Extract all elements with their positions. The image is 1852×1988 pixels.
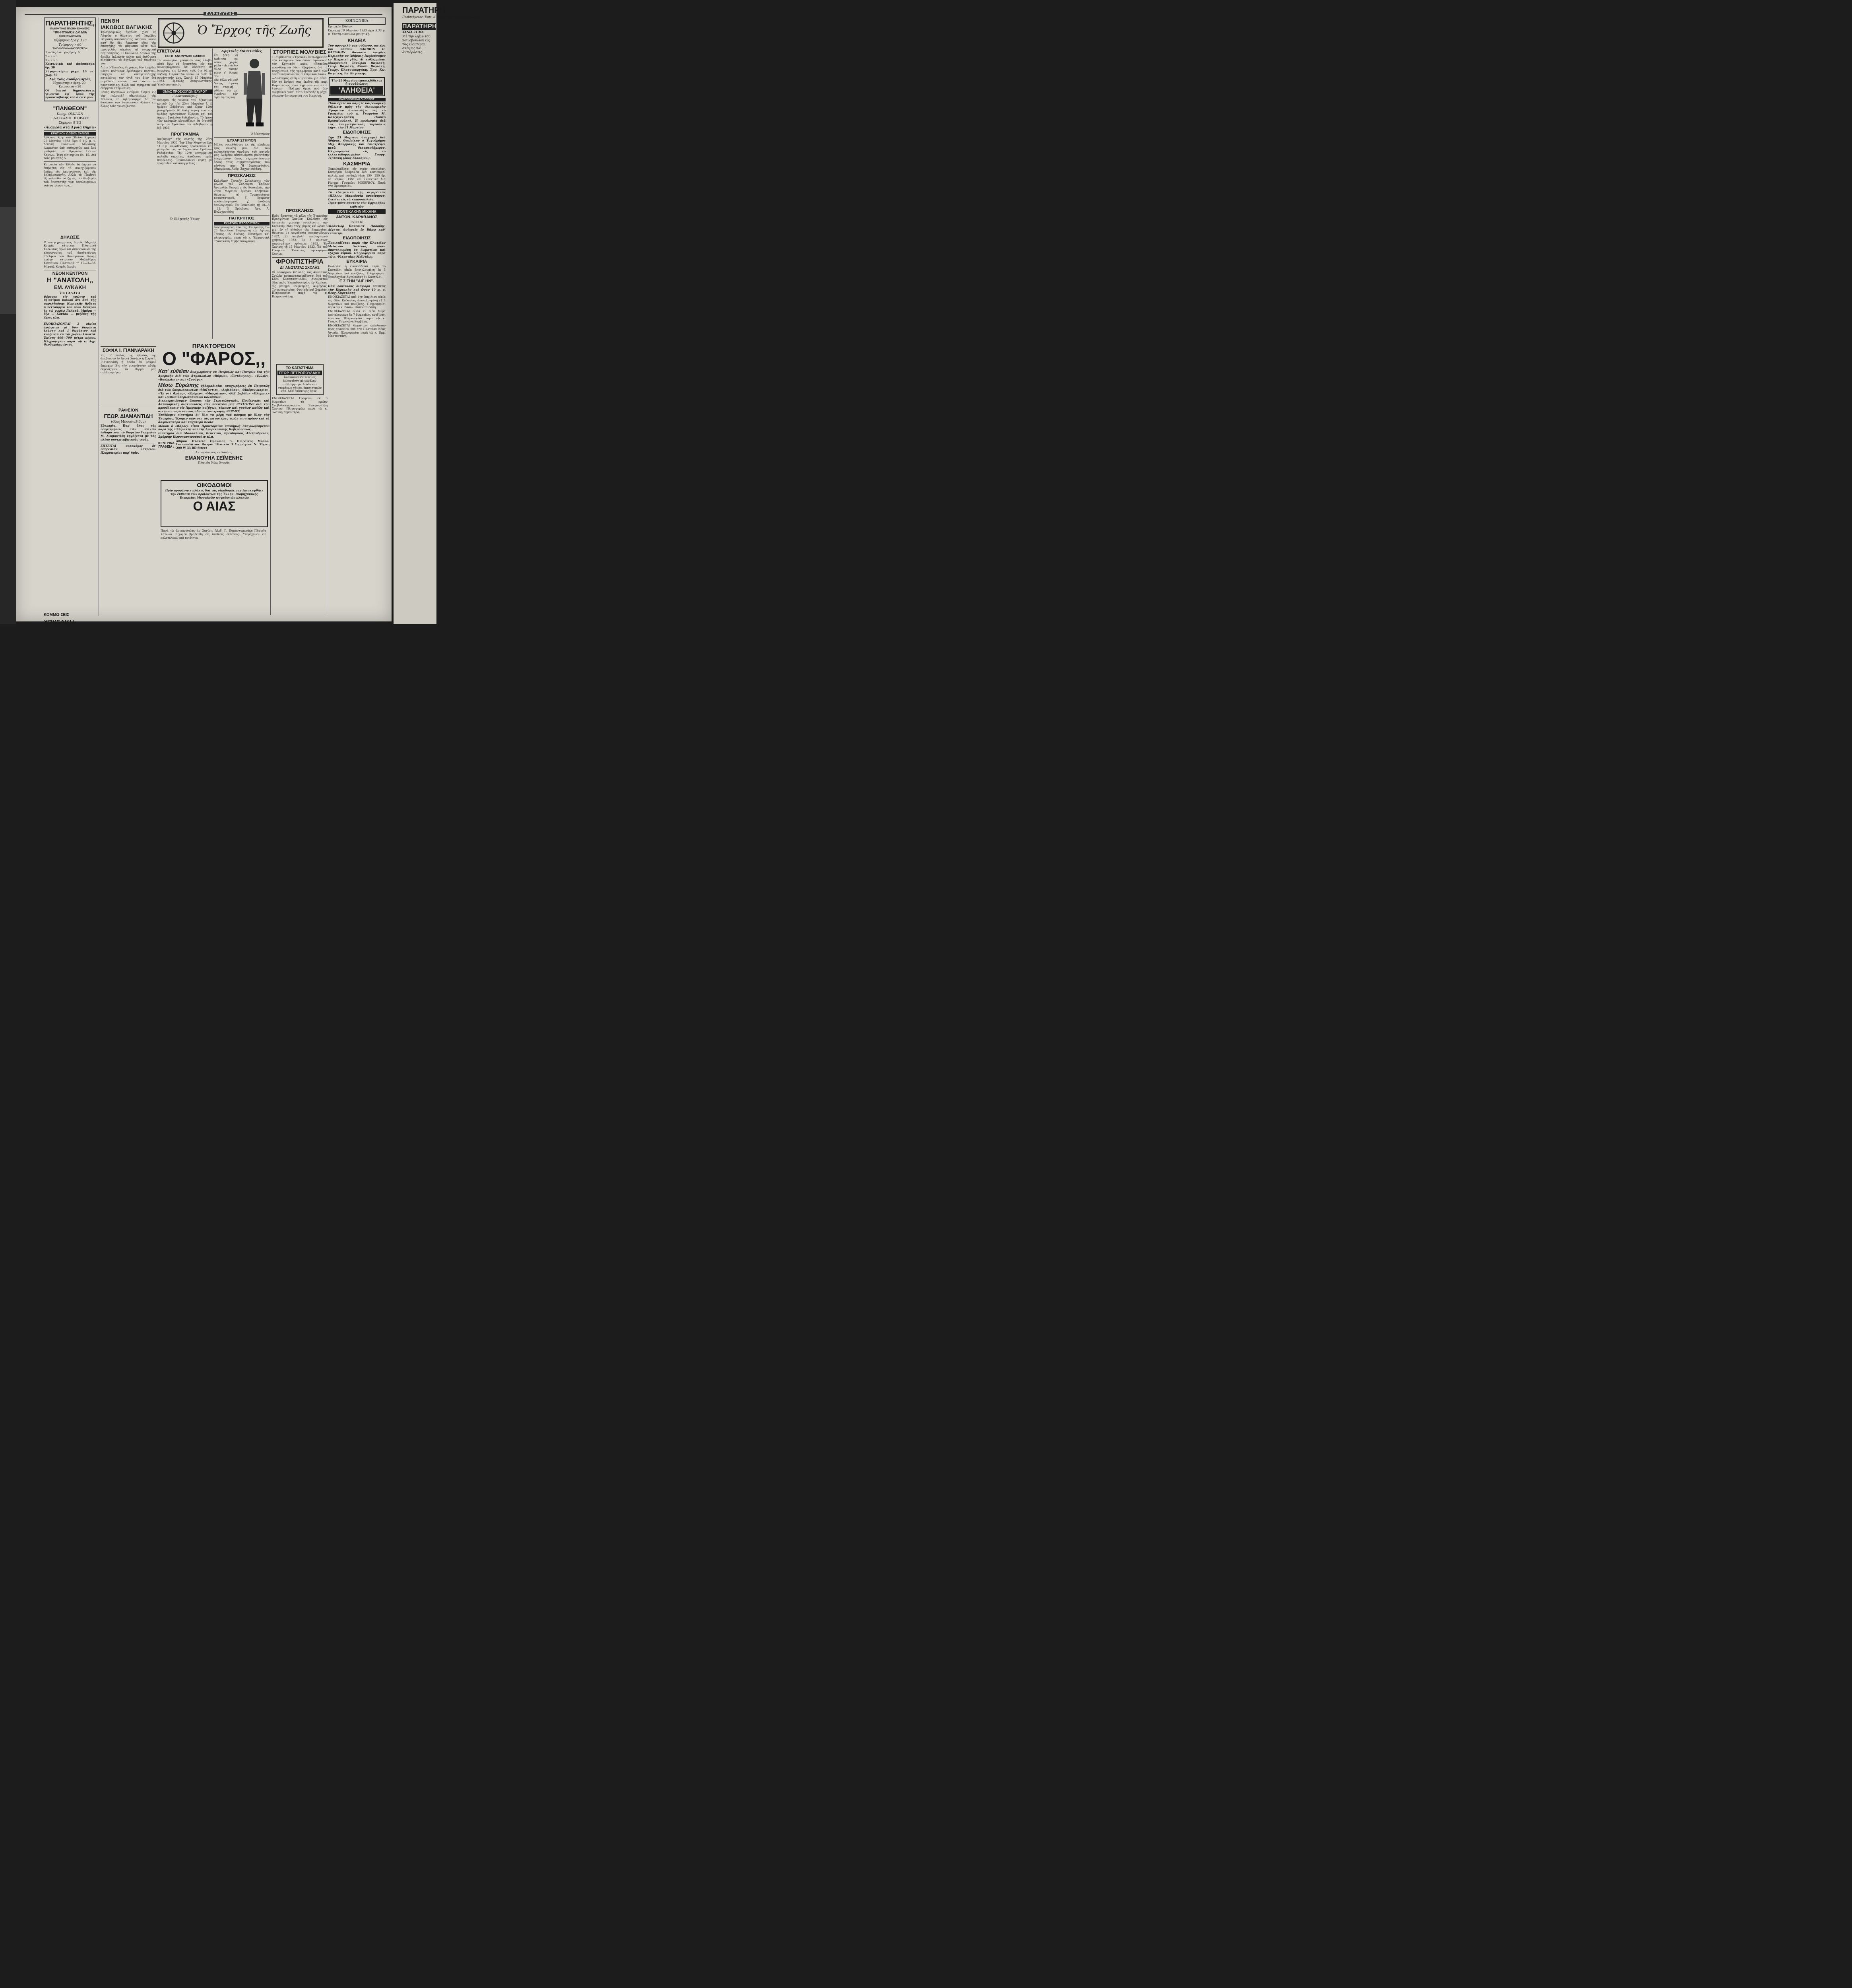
ad-rate-1: 1 σελὶς ὁ στίχος δραχ. 5 xyxy=(45,51,80,54)
pantheon-film: «Ἀνάλεσα στὰ Ἄγρια Θηρία» xyxy=(44,125,96,129)
faros-offices-label: ΚΕΝΤΡΙΚΑ ΓΡΑΦΕΙΑ : xyxy=(158,441,175,448)
programme-title: ΠΡΟΓΡΑΜΜΑ xyxy=(171,132,199,137)
subscription-1: Ἐξάμηνος δραχ. 120 xyxy=(53,38,87,42)
pilgrimage-title: ΠΑΓΚΡΗΤΙΟΣ xyxy=(229,216,255,221)
obituary-text-1: Τηλεγραφικῶς ἠγγέλθη χθὲς ἐξ Ἀθηνῶν ὁ θάνατος τοῦ Ἰακώβου Βαγιάκη ἀποθανόντος κατόπιν νόσου καθ' ἣν δὲν ἤρκεσαν οὔτε τῆς ἐπιστήμης τὰ φάρμακα οὔτε τῶν προσφιλῶν οἰκείων αἱ στοργικαὶ περιποιήσεις. Ἡ Κοινωνία Χανίων τῆς ἀπεῖλε ἐκλεκτὸν μέλος καὶ βαθύτατα αἰσθάνεται τὸ ἀγγέλμα τοῦ θανάτου του. xyxy=(101,31,156,66)
doctor-title: ΙΑΤΡΟΣ xyxy=(350,220,363,224)
pantheon-time: Σήμερον 9 1|2 xyxy=(58,120,81,124)
odeion-title: ΚΡΗΤΙΚΟΝ ΩΔΕΙΟΝ ΧΑΝΙΩΝ xyxy=(44,132,96,136)
aias-name: Ο ΑΙΑΣ xyxy=(193,499,236,514)
column-5 xyxy=(272,49,328,615)
article-text: Κοινωνία τῶν Ἐθνῶν θὰ ἔπρεπε νὰ ἐπιβλήθη εἰς τὸ συνεχιζόμενον δρᾶμα τῆς ἀπογνώσεως καὶ τῆς ἀλληλοσφαγῆς. Ἀλλὰ τὸ Πεκῖνον ἐξακολουθεῖ νὰ ζῇ εἰς τὴν θλιβερὰν τοῦ ἀπογαστῆς τῶν ἀπειλουμένων τοῦ κατοίκων του... xyxy=(44,163,96,187)
aliteia-title: 'ΑΛΗΘΕΙΑ' xyxy=(330,86,383,95)
subscription-note: Οἱ δεκτοὶ δημοσιεύσεις γίνονται ἐφ᾽ ὅσον τῆς προκαταβολῆς τοῦ ἀντιτίμου. xyxy=(45,88,95,99)
notice-2-title: ΕΙΔΟΠΟΙΗΣΙΣ xyxy=(343,235,371,241)
paper-info-box xyxy=(44,17,96,101)
invitation-2-text: Πρὸς ἅπαντας τὰ μέλη τῆς Ἑταιρείας Προσφύγων Χανίων. Καλεῖσθε εἰς ἐκτακτὴν γενικὴν συνέλευσιν τὴν Κυριακὴν 26ην τρέχ. μηνὸς καὶ ὥραν 3 μ.μ. ἐν τῇ αἰθούσῃ τῆς Δημαρχίας. Θέματα: 1) Λογοδοσία πεπραγμένων 1932, 2) ὑποβολὴ ἀπολογισμοῦ χρήσεως 1932, 3) ὁ ὁρισμὸς ψηφισμάτων χρήσεως 1933. Ἐν Χανίοις τῇ 15 Μαρτίου 1933. Ἐκ τοῦ Γραφείου Ἑνώσεως προσφύγων Χανίων. xyxy=(272,214,328,256)
faros-rep-pre: Ἀντιπρόσωπος ἐν Χανίοις xyxy=(195,450,233,454)
pantheon-title: "ΠΑΝΘΕΟΝ" xyxy=(53,105,87,112)
top-tag: ΠΑΡΑΠΥΤΗΣ xyxy=(204,12,237,16)
faros-offices xyxy=(158,439,270,450)
divider xyxy=(101,346,156,347)
anatoli-line-3: ΕΜ. ΛΥΚΑΚΗ xyxy=(54,284,86,290)
faros-line-1-text: ἀναχωρήσεις ἐκ Πειραιῶς καὶ Πατρῶν διὰ τὴν Ἀμερικὴν διὰ τῶν ἀτμοπλοΐων «Βύρων», «Ἐπτάνησος», «Ἑλλάς», «Βουλκάνια» καὶ «Συνάγα». xyxy=(158,370,270,381)
price-line: ΤΙΜΗ ΦΥΛΛΟΥ ΔΡ. ΜΙΑ xyxy=(53,31,87,35)
faros-praktoreion: ΠΡΑΚΤΟΡΕΙΟΝ xyxy=(192,343,236,349)
aias-ad xyxy=(161,480,268,527)
obituary-name: ΙΑΚΩΒΟΣ ΒΑΓΙΑΚΗΣ xyxy=(101,24,152,30)
faros-line-1-lead: Κατ' εὐθεῖαν xyxy=(158,368,189,374)
sofia-title: ΣΟΦΙΑ Ι. ΓΙΑΝΝΑΡΑΚΗ xyxy=(102,348,155,353)
storpies-text: Ἡ συμπολίτις «Ἔρευνα» ἀντιληφθεῖσα τὴν κατήφειαν ποὺ ἔπεσε ὑψώνουσα τὸν Κρητικὸν Λαόν. «Ἐσπεύσε προσθέσῃ νὰ δώσῃ ἐξηγήσεις διὰ τὰ προχθεσινὰ τῆς γραφόμενα κατὰ τῶν ἀποτελεσμάτων τοῦ Ἑλληνικοῦ λαοῦ». xyxy=(272,55,328,76)
anatoli-line-2: Η "ΑΝΑΤΟΛΗ,, xyxy=(47,276,93,284)
subscription-2: Τρίμηνος » 60 xyxy=(58,43,81,47)
programme-anthem: Ὁ Ἑλληνικὸς Ὕμνος xyxy=(170,217,200,221)
next-page-title-2: ΠΑΡΑΤΗΡΗ xyxy=(402,23,437,30)
faros-line-2 xyxy=(158,382,270,399)
faros-line-6: Εἰσιτήρια διὰ Μασσαλίαν, Βενετίαν, Βρενδήσιον, Ἀλεξάνδρειαν, Σμύρνην Κωνσταντινούπολιν κλπ. xyxy=(158,431,270,439)
next-page-column xyxy=(402,6,479,618)
scouts-sub: Γνωστοποίησις xyxy=(172,94,198,98)
letters-text: Τὸ ἀνώνυμον γραφεῖόν σας ἔλαβα. Αὐτὸ ἔχω νὰ ἀπαντήσω εἰς τὸν ἀνωνυμογράφον ὅτι οὐδέποτε θὰ ὑποκύψω εἰς λόγους τοῦ, ὅτι θὰ μὲ φοβίσῃ. Παρακαλῶ αὐτὸν νὰ ἔλθῃ εἰς συνάντησίν μου. Χανιά 15 Μαρτίου 1933. Ἡρακλῆς Ἀναγνωστάκης, Ὑποδηματοποιός xyxy=(157,58,213,87)
obituary-text-3: Γόνος προγόνων ἐντίμων ἀνήκει εἰς τὴν πολυμελῆ οἰκογένειαν τῆς Σελίνου, τὸ τηλεγράφημα δὲ τοῦ θανάτου του ἐσκόρπισεν θλίψιν εἰς ὅλους τοὺς γνωρίζοντας. xyxy=(101,91,156,108)
cretan-man-illustration xyxy=(240,55,268,130)
rent-ad-3: ΕΝΟΙΚΙΑΖΕΤΑΙ ἀπὸ 1ην Ἀπριλίου οἰκία εἰς ὁδὸν Κυδωνίας ἀποτελουμένη ἐξ 4 δωματίων καὶ κουζίνας. Πληροφορίαι παρὰ τῷ κ. Βασιλ. Παπουτσιδάκη. xyxy=(328,295,386,309)
scouts-title: ΟΜΑΣ ΠΡΟΣΚΟΠΩΝ ΕΛΥΡΟΥ xyxy=(157,89,213,94)
banner-title: Ὁ Ἔρχος τῆς Ζωῆς xyxy=(197,23,311,37)
divider xyxy=(328,189,386,190)
rafeion-text: Εὐκαιρία. Παρ' ὅλας τὰς ὑπερτιμήσεις τῶν ὑλικῶν ἐνδυμάτων, τὸ Ραφεῖον Γεωργίου Μ. Διαμαντίδη ἐργάζεται μὲ τὰς πλέον συγκαταβατικὰς τιμάς. xyxy=(101,423,156,441)
pilgrimage-sub: ΕΚΔΡΟΜΗ ΙΕΡΟΣΟΛΥΜΩΝ xyxy=(214,222,270,225)
divider xyxy=(214,137,270,138)
next-page-title: ΠΑΡΑΤΗΡΗ xyxy=(402,6,445,15)
column-3 xyxy=(157,49,213,339)
subscriber-rates: Εὐχαριστήρια δραχ. 20 · Κοινωνικὰ » 20 xyxy=(52,82,87,89)
rafeion-title: ΡΑΦΕΙΟΝ xyxy=(118,408,139,413)
invitation-2-title: ΠΡΟΣΚΛΗΣΙΣ xyxy=(286,208,314,214)
notice-2-text: Ἐνοικιάζεται παρὰ τὴν Πλατεῖαν Μεϊντάνι Χαλέπας οἰκία ἀποτελουμένη ἐκ δωματίων καὶ ἐξόχου κήπου. Πληροφορίαι παρὰ τῷ κ. Φλεμετάκη Μεϊντάνη. xyxy=(328,241,386,259)
pella-ad: Τὰ ἐξαιρετικὰ τῆς σιγαρέττας «ΠΕΛΛΑ» Μακεδονία ἀνεκίνησεν, ζητεῖτε εἰς τὰ καπνοπωλεῖα. xyxy=(328,190,386,201)
store-text: Ἀνακαινισθὲν τελείως ἐπλουτίσθη μὲ μεγάλην συλλογὴν γυαλικῶν καὶ στεφάνων γάμου, βαπτιστικῶν κλπ. Μία ἐπίσκεψις ἀρκεῖ. xyxy=(277,376,322,393)
faros-line-1 xyxy=(158,368,270,382)
odeion-small: Κρητικὸν Ὠδεῖον xyxy=(328,25,352,28)
wheel-icon xyxy=(163,22,185,44)
column-6 xyxy=(328,17,386,616)
kommoseis-ad xyxy=(44,610,96,627)
pilgrimage-text: Διοργανωμένη ὑπὸ τῆς Ἐπιτροπῆς 7—28 Ἀπριλίου. Παραμονὴ εἰς Ἁγίους Τόπους 15 ἡμέρας. Εἰσιτήρια καὶ πληροφορίαι παρὰ τῷ κ. Ἐμμανουὴλ Τζανακάκη Συμβολαιογράφῳ. xyxy=(214,225,270,243)
tutoring-sub: ΔΙ' ΑΝΩΤΑΤΑΣ ΣΧΟΛΑΣ xyxy=(280,266,320,270)
next-page-dateline: ΧΑΝΙΑ 21 ΜΑ xyxy=(402,30,424,34)
column-2 xyxy=(101,17,156,616)
rent-ad: ΕΝΟΙΚΙΑΖΟΝΤΑΙ 2 οἰκίαι ἀνώγαιαι μὲ δύο δωμάτια ἑκάστη καὶ 1 δωμάτιον καὶ κουζίναν ἐν τῷ χωρίῳ Γαλατᾶ. Ἐπίσης 600—700 μέτρα κήπου. Πληροφορίαι παρὰ τῷ κ. Δημ. Θεοδωράκη ἐντός. xyxy=(44,322,96,347)
aigini-title: Ε Σ ΤΗΝ "ΑΙΓ ΗΝ". xyxy=(339,279,374,284)
opportunity-title: ΕΥΚΑΙΡΙΑ xyxy=(346,259,367,264)
binding-spine xyxy=(0,207,16,314)
aias-title: ΟΙΚΟΔΟΜΟΙ xyxy=(197,482,232,489)
faros-address: Ἀθῆναι Πλατεῖα Ὁμονοίας 3. Πειραιεὺς Μυαου. Γιαννουλάτου. Πάτραι Πλατεῖα 3 Συμμάχων. Ν. Ὑόρκη 200 W 33 RD Street xyxy=(176,439,270,450)
rent-ad-2: ΕΝΟΙΚΙΑΖΕΤΑΙ Γραφεῖον ἐκ 3 δωματίων τὸ πρώην Συμβολαιογραφεῖον Σγουρομάλλη Χανίων. Πληροφορίαι παρὰ τῷ κ. Ἰωάννῃ Σημαντήρᾳ. xyxy=(272,397,328,414)
storpies-text-2: —Δυστυχῶς φίλη «Ἔρευνα» γιὰ σένα, δὲν τὸ ἄρθρον σας ἐκεῖνο τῆς παρ. Παρασκευῆς, ἔτσι ἔγραψαν καὶ αὐτὰ ἔγιναν. —Πράγμα ὅμως ποὺ δὲν συμβαίνει γιατὶ αὐτὸ ἀπέδειξε ἡ μέχρι σήμερον ἀντικρητικὴ σου διαγωγή. xyxy=(272,77,328,97)
anatoli-line-1: ΝΕΟΝ ΚΕΝΤΡΟΝ xyxy=(52,271,88,276)
rafeion-address: (ὁδὸς Μπουσιαξίδου) xyxy=(111,419,146,423)
faros-line-2-lead: Μέσω Εὐρώπης xyxy=(158,382,199,388)
odeion-text: Αἴθουσα Κρητικοῦ Ὠδείου Κυριακὴ 26 Μαρτίου 1933 ὥρα 5 1|2 μ. μ. Δεκάτη Συναυλία Μουσικῆς Δωματίου ὑπὸ καθηγητῶν καὶ ἀπὸ μαθητῶν τοῦ Κρητικοῦ Ὠδείου Χανίων. Τιμὴ εἰσιτηρίου δρ. 15. Διὰ τοὺς μαθητὰς 5. xyxy=(44,136,96,160)
cashmere-title: ΚΑΣΜΗΡΙΑ xyxy=(343,160,370,167)
aias-foot: Παρὰ τῷ ἀντιπροσώπῳ ἐν Χανίοις Ἀλεξ. Γ. Παπαστυματάκη Πλατεῖα Κάτωλα. Ἔχομεν βραβευθῆ εἰς διεθνεῖς ἐκθέσεις. Ὑπερέχομεν εἰς πολυτέλειαν καὶ ποιότητα. xyxy=(161,529,266,540)
scouts-text: Φέρομεν εἰς γνῶσιν τοῦ ἀξιοτίμου κοινοῦ ὅτι τὴν 25ην Μαρτίου ἐ. ἔ. ἡμέραν Σάββατον καὶ ὥραν 12ην μεσημβρινὴν θὰ δοθῇ ἑορτὴ ὑπὸ τῆς ὁμάδος προσκόπων Ἐλύρου καὶ τοῦ Δημοτ. Σχολείου Ροδοβανίου. Τὸ ἥμισυ τῶν καθαρῶν εἰσπράξεων θὰ διατεθῇ ὑπὲρ τοῦ Σχολείου. Ἐν Ροδοβανίῳ τῇ 8|3|1933 xyxy=(157,98,213,130)
pantheon-owner: Ι. ΔΑΣΚΑΛΟΓΗΓΟΡΑΚΗ xyxy=(50,116,90,120)
chrysaki-label: ΧΡΥΣΑΚΗ xyxy=(44,619,74,626)
divider xyxy=(44,161,96,162)
rent-ad-4: ΕΝΟΙΚΙΑΖΕΤΑΙ οἰκία ἐν Νέα Χώρα ἀποτελουμένη ἐκ 7 δωματίων, κουζίνας, λουτροῦ. Πληροφορίαι παρὰ τῷ κ. Γεωργ. Τσιρινῶνη Βαρβάκη. xyxy=(328,310,386,324)
tutoring-title: ΦΡΟΝΤΙΣΤΗΡΙΑ xyxy=(276,258,324,265)
letters-title: ΕΠΙΣΤΟΛΑΙ xyxy=(157,49,180,54)
odeion-small-text: Κυριακὴ 19 Μαρτίου 1933 ὥρα 5.30 μ. μ. Ἐνάτη συναυλία μαθητικῆ. xyxy=(328,29,386,36)
paper-title: ΠΑΡΑΤΗΡΗΤΗΣ,, xyxy=(45,19,96,27)
aliteia-pre: Τὴν 25 Μαρτίου ἐπανεκδίδεται ἡ συνάδελφος xyxy=(331,78,382,86)
zitite-ad: ΖΗΤΕΙΤΑΙ νοσοκόμος δι' ὑπηρεσίαν Ἰατρείου. Πληροφορίαι παρ' ἡμῖν. xyxy=(101,444,156,455)
doctor-name: ΑΝΤΩΝ. ΚΑΡΑΒΑΝΟΣ xyxy=(336,215,378,219)
paper-subtitle: ΠΑΙΚΡΗΤΙΚΟΣ ΠΡΩΪΝΗ ΕΦΗΜΕΡΙΣ xyxy=(50,27,90,30)
column-4 xyxy=(214,49,270,339)
funeral-text: Τὸν προσφιλῆ μας σύζυγον, πατέρα καὶ πάππον ΙΑΚΩΒΟΝ Π. ΒΑΓΙΑΚΗΝ θανόντα προχθὲς Κυριακὴν ἐν Ἀθήναις ἐκηδεύσαμεν ἐν Πειραιεῖ χθές. Αἱ τεθλιμμέναι οἰκογένειαι Ἰακώβου Βαγιάκη, Γεωρ. Βαγιάκη, Νικολ. Βαγιάκη, Γεωργ. Πλατυγουργάκη, Ἐμμ. Κω. Βαγιάκη, Ἰω. Βαγιάκης. xyxy=(328,43,386,75)
storpies-title: ΣΤΟΡΠΙΕΣ ΜΟΛΥΒΙΕΣ xyxy=(273,49,326,55)
column-rule xyxy=(270,49,271,615)
mantinades-box xyxy=(214,53,270,132)
next-page-sub: Προϊστάμενος: Τυπο. Κ. ΣΤ. ΒΕΔΟΥΑ (Κρήτο—Βυρσο) xyxy=(402,16,479,19)
divider xyxy=(44,130,96,131)
pontikakis-name: ΠΟΝΤΙΚΑΚΗΝ ΜΙΧΑΗΛ xyxy=(328,209,386,214)
notice-title: ΔΗΛΩΣΙΣ xyxy=(60,235,80,240)
poem-2: Δὲν θέλω νὰ μοῦ δώσῃς ἀγάπη καὶ στοργή · φθάνει νὰ μὲ θυμᾶσαι τὴν ὥρα τὴ στερνή. xyxy=(214,78,238,99)
faros-rep-address: Πλατεῖα Νέας Ἀγορᾶς xyxy=(198,461,230,464)
notice-1-text: Τὴν 23 Μαρτίου ἀναχωρεῖ διὰ Ἀθήνας, Θεσ/νίκην ὁ Ταχυδρόμος Μιχ. Φουρμάκης καὶ ἐπιστρέφει μετὰ δεκαπενθήμερον. Πληροφορίαι εἰς τὸ ἐκλεκτοδογραφεῖον Γεωργ. Τζανάκη (ὁδὸς Κισσάμου). xyxy=(328,135,386,160)
poem-1: Σὰ ξένη γῆ ἐπάτησα σὲ τόπο χωρὶς γάλα · Δὲν θέλω ἄλλο τίποτε μόνο τ' ὄνομά σου. xyxy=(214,54,238,78)
ad-rate-4: Κοινωνικὰ καὶ ἀπόσπασμα δρ. 30 xyxy=(45,62,95,70)
koinonika-title: — ΚΟΙΝΩΝΙΚΑ — xyxy=(340,19,373,23)
subscriptions-head: ΟΡΟΙ ΣΥΝΔΡΟΜΩΝ xyxy=(59,35,81,38)
aigini-text: Πᾶν λουτικοὺς διάφορα ἐπιστὰς τὴν Κυριακὴν καὶ ὥραν 10 π. μ. Θεοχ. Χαρετάκης xyxy=(328,284,386,295)
notice-1-title: ΕΙΔΟΠΟΙΗΣΙΣ xyxy=(343,130,371,135)
for-subscribers: Διὰ τοὺς συνδρομητὰς xyxy=(49,77,91,82)
thanks-title: ΕΥΧΑΡΙΣΤΗΡΙΟΝ xyxy=(227,138,256,142)
poems xyxy=(214,53,238,132)
kommoseis-label: ΚΟΜΜΩ-ΣΕΙΣ xyxy=(44,613,69,617)
ad-rate-2: 2 » » » 3 xyxy=(45,54,58,58)
mantinades-header: Κρητικὲς Μαντινάδες xyxy=(221,49,262,53)
column-1 xyxy=(44,17,96,626)
faros-line-3: Διεκπεραιώνομεν ἅπασας τὰς Στρατολογικάς, Προξενικὰς καὶ Ἀστυνομικὰς διατυπώσεις τῶν πελατῶν μας PETITIONS διὰ τὴν προσέλευσιν εἰς Ἀμερικὴν συζύγων, τέκνων καὶ γονέων καθὼς καὶ αἰτήσεις παρατάσεως ἀδείας ἐπιστροφῆς PERMIT. xyxy=(158,399,270,413)
tax-text: Ὅσοι ἔχετε νὰ κάμητε καιρονομικὴ δήλωσιν πρὸς τὴν Οἰκονομικὴν Ἐφορείαν ἀποτανθῆτε εἰς τὸ Γραφεῖον τοῦ κ. Γεωργίου Μ. Κατζαγεληνάκη (Κοῦτο Βρυσαϊονάκη). Ἡ προθεσμία διὰ τὰς ἐπαγγελματικὰς δηλώσεις λήγει τὴν 31 Μαρτίου. xyxy=(328,101,386,130)
programme-text: Διεξαγωγὴ τῆς ἑορτῆς τῆς 25ης Μαρτίου 1933. Τὴν 25ην Μαρτίου ὥρα 11 π.μ. συνάθροισις προσκόπων καὶ μαθητῶν εἰς τὸ Δημοτικὸν Σχολεῖον Ροδοβανίου. Τὴν 12ην μεσημβρινὴν παλαβὴ σημαίας, ἀπόδοσις τιμῶν παρέλασις. Ἐπακολουθεῖ ἑορτὴ μὲ τραγούδια καὶ ἀπαγγελίας. xyxy=(157,138,213,165)
anatoli-text: Φέρομεν εἰς γνῶσιν τοῦ ἀξιοτίμου κοινοῦ ὅτι ἀπὸ τῆς παρελθούσης Κυριακῆς ἤρξατο ἡ λειτουργία τοῦ νέου Κέντρου ἐν τῷ χωρίῳ Γαλατᾶ. Μπύρα — ὄζο — Κονιὰκ — μεζέδες τῆς ὥρας κλπ. xyxy=(44,295,96,320)
ad-rates-head: ΤΙΜΟΛΟΓΙΟΝ ΔΗΜΟΣΙΕΥΣΕΩΝ xyxy=(52,47,87,50)
koinonika-box xyxy=(328,17,386,25)
faros-name: Ο "ΦΑΡΟΣ,, xyxy=(162,348,266,369)
rafeion-name: ΓΕΩΡ. ΔΙΑΜΑΝΤΙΔΗ xyxy=(104,413,153,419)
tax-title: ΚΑΙΡΟΝΟΜΙΚΑΙ ΔΗΛΩΣΕΙΣ xyxy=(328,98,386,101)
faros-line-2-text: ἑβδομαδιαῖαι ἀναχωρήσεις ἐκ Πειραιῶς διὰ τῶν ὑπερωκεανείων «Μαζεστικ», «Λεβιάθαν», «Μπέρενγκαρια», «Ἴλ ντὲ Φράνς», «Βρέμεν», «Μανχάταν», «Ρὲξ Σαβόϊα» «Ὀλυμπικ» καὶ λοιπῶν ὑπερωκεανείων κολοσσῶν. xyxy=(158,384,270,399)
ad-rate-3: 3 » » » 3 xyxy=(45,58,58,62)
thanks-text: Μόλις συνελθόντες ἐκ τῆς πλήξεως ἥτις συνέβη μᾶς διὰ τοῦ πολυκλαύστου θανάτου τοῦ πατρός μας Ἀνδρέου αἰσθανόμεθα βαθυτάτην ὑποχρέωσιν ὅπως εὐχαριστήσωμεν ὅλους τοὺς συμμετασχόντας τοῦ πένθους μας. Ἡ βαρυπενθοῦσα Οἰκογένεια. Ἀνδρ. Ζαχαριουδάκη. xyxy=(214,143,270,171)
store-name: ΓΕΩΡ. ΠΕΤΡΟΠΟΥΛΑΚΗ xyxy=(277,371,322,375)
divider xyxy=(214,172,270,173)
tutoring-text: Οἱ ὑποψήφιοι δι' ὅλας τὰς Ἀνωτάτας Σχολὰς προπαρασκευάζονται ὑπὸ τοῦ Κων. Κωνσταντινίδου, Διευθυντοῦ Ἰδιωτικῆς Ἐκπαιδευτηρίου ἐν Χανίοις, εἰς μάθημα Γεωμετρίας, Ἀλγέβρας, Τριγωνομετρίας, Φυσικῆς καὶ Χημείας. Πληροφορίαι παρὰ τῷ κ. Πετροπουλάκῃ. xyxy=(272,270,328,299)
petropoulaki-box xyxy=(276,364,324,395)
obituaries-title: ΠΕΝΘΗ xyxy=(101,18,119,24)
faros-line-4: Ἐκδίδομεν εἰσιτήρια δι' ὅλα τὰ μέρη τοῦ κόσμου μὲ ὅλας τὰς Ἑταιρίας. Ἔχομεν πάντοτε τὰς κατωτέρας τιμὰς εἰσιτηρίων καὶ τὰ ἀσφαλέστερα καὶ ταχύτερα πλοῖα. xyxy=(158,413,270,424)
next-page-text: Μὲ τὴν λήξιν τοῦ κοινοβουλίου εἰς τὰς εὐρυτέρας σκέψεις καὶ ἀντιδράσεις... xyxy=(402,34,431,54)
masthead-banner xyxy=(158,18,324,48)
doctor-text: Διδάκτωρ Πανεπιστ. Παδούης. Δέχεται ἀσθενεῖς ἐν Βάμῳ καθ' ἑκάστην. xyxy=(328,224,386,235)
notice-text: Ὁ ὑπογεγραμμένος Ἱερεὺς Μιχαὴλ Κουμῆς κάτοικος Πλατανιᾶ Κυδωνίας δηλῶ ὅτι ἀποποιοῦμαι τῆς κληρονομίας τοῦ ἀποθανόντος ἀδελφοῦ μου Παναγιώτου Κουμῆ πρώην κατοίκου Μαλαθύρου Κισσάμου. Πλατανιᾶ τῇ 17—3—33. Μιχαὴλ Κουμῆς Ἱερεὺς xyxy=(44,241,96,268)
sofia-text: Εἰς τὸ ἄνθος τῆς ἡλικίας της ἀπεβίωσεν ἐν Ἀγυιᾷ Χανίων ἡ Σοφία Ι. Γιανναράκη ἡ ὁποία ἐκ μακροῦ ἔπασχεν. Εἰς τὴν οἰκογένειαν αὐτῆς ἐκφράζομεν τὰ θερμά μας συλλυπητήρια. xyxy=(101,353,156,375)
store-label: ΤΟ ΚΑΤΑΣΤΗΜΑ xyxy=(286,365,314,370)
ad-rate-5: Εὐχαριστήρια μέχρι 10 στ. χωρ. 30 xyxy=(45,69,95,77)
poet-name: Ὁ Μυστήριος xyxy=(250,132,270,136)
pantheon-sub: Κινημ. ΟΜΙΛΩΝ xyxy=(56,112,83,116)
faros-line-5: Μόνον ὁ «Φάρος» εἶναι Πρακτορεῖον ἐπισήμως ἀνεγνωρισμένον παρὰ τῆς Ἑλληνικῆς καὶ τῆς Ἀμερικανικῆς Κυβερνήσεως. xyxy=(158,424,270,431)
cashmere-text: Ἐκκαθαρίζεται εἰς τιμὰς εὐκαιρίας. Κασμήρια ὁλόμαλλα διὰ κοστούμια, παλτὰ, καὶ παιδικὰ (ἀπὸ 150—250 δρ. τὸ μέτρον). Εἴδη καὶ ἐκλεκτικὰ διὰ Ράπτας. Γραφεῖον ΜΙΝΕΡΒΟΥ. Παρὰ τὴν Προκυμαίαν. xyxy=(328,167,386,188)
funeral-title: ΚΗΔΕΙΑ xyxy=(347,38,366,44)
aias-text: Πρὶν ἀγοράσητε πλάκες διὰ τὰς οἰκοδομάς σας ἐπισκεφθῆτε τὴν ἔκθεσιν τῶν προϊόντων τῆς Ἑλλην. Βιομηχανικῆς Ἑταιρείας Μωσαϊκῶν ψηφιδωτῶν πλακῶν xyxy=(165,489,264,499)
faros-ad xyxy=(158,343,270,474)
opportunity-text: Πωλεῖται ἢ ἐνοικιάζεται παρὰ τὸ Καστέλλι οἰκία ἀποτελουμένη ἐκ 5 δωματίων καὶ κουζίνας. Πληροφορίαι Ξενοδοχεῖον Ἀγγελιδάκη ἐν Καστέλλι. xyxy=(328,265,386,279)
invitation-title: ΠΡΟΣΚΛΗΣΙΣ xyxy=(228,173,256,179)
faros-rep: ΕΜΑΝΟΥΗΛ ΣΕΪΜΕΝΗΣ xyxy=(185,454,243,461)
obituary-text-2: Διότι ὁ Ἰάκωβος Βαγιάκης δὲν ὑπῆρξεν μόνον πρότυπον ὁρθόσοφου πολίτου, ὑπῆρξεν καὶ οἰκογενειάρχης καταθέσας τὸν ὑγιῆ του βίον διὰ μεγάλων κόπων καὶ ἄκαμπτου προσπαθείας, ἀλλὰ καὶ τιμήματα καὶ ἐνέργεια πατριωτική. xyxy=(101,66,156,90)
aliteia-box xyxy=(329,77,385,97)
pontikakis-pre: Προτιμᾶτε πάντοτε τὸν Ἐργολάβον κηδειῶν xyxy=(328,201,386,209)
rent-ad-5: ΕΝΟΙΚΙΑΖΕΤΑΙ δωμάτιον ἐπίπλωτον πρὸς γραφεῖον ὑπὸ τὴν Πλατεῖαν Νέας Ἀγορᾶς. Πληροφορίαι παρὰ τῷ κ. Ἐμμ. Μαστοστάνη. xyxy=(328,324,386,338)
divider xyxy=(272,257,328,258)
letters-sub: ΠΡΟΣ ΑΝΩΝΥΜΟΓΡΑΦΟΝ xyxy=(165,54,205,58)
anatoli-line-4: Ἐν ΓΑΛΑΤΑ xyxy=(59,291,81,295)
invitation-text: Καλοῦμεν Γενικὴν Συνέλευσιν τῶν μελῶν τοῦ Συλλόγου Ἐρέθων Ἀνατολῆς Κοσμίου εἰς Βουκολιὲς τὴν 25ην Μαρτίου ἡμέραν Σάββατον. Θέματα: α) Τροποποίησις καταστατικοῦ, β) ἔγκρισις προϋπολογισμοῦ, γ) ὑποβολὴ ἀπολογισμοῦ. Ἐν Βουκολιὲς τῇ 18—3—33. Ὁ Πρόεδρος. Ἀντ. Ἀ. Πολυχρονίδης xyxy=(214,179,270,214)
